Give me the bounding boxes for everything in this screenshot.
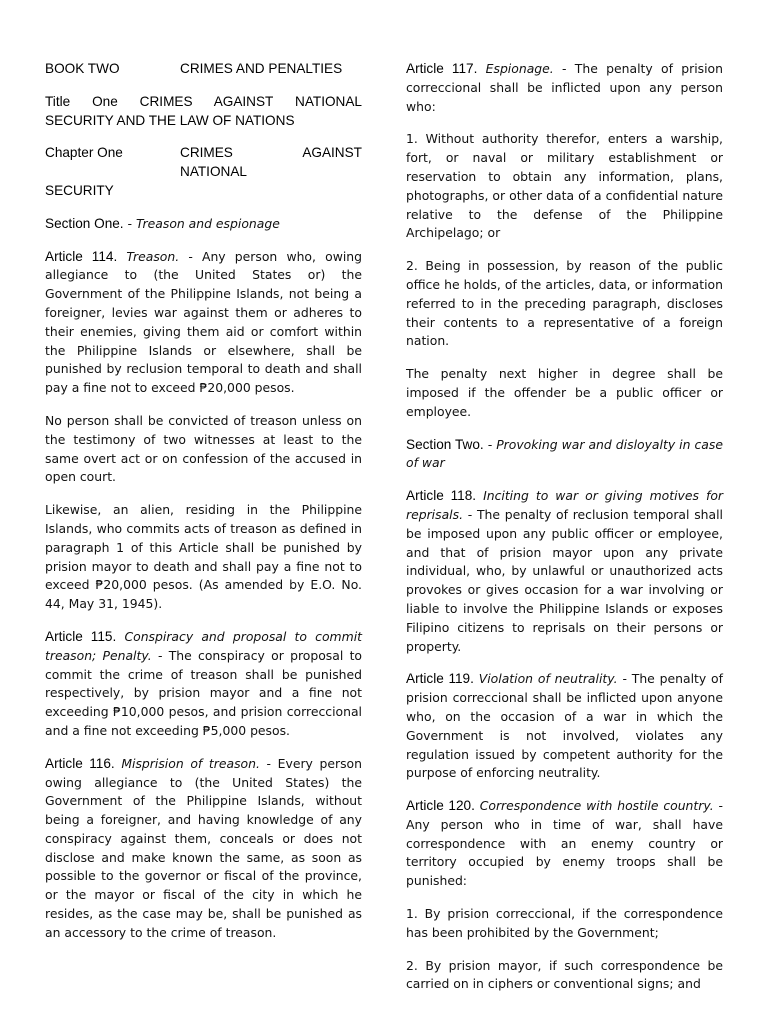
article-120-text: - Any person who in time of war, shall have correspondence with an enemy country or territory occupied by enemy troops shall be punished: [406,798,723,889]
section-one-title: - Treason and espionage [123,215,280,231]
article-117-name: Espionage. [477,61,554,76]
right-column [406,60,723,1008]
article-117-text: - The penalty of prision correccional shall be inflicted upon any person who: [406,61,723,114]
left-column [45,60,362,957]
article-118-text: - The penalty of reclusion temporal shall be imposed upon any public officer or employee, and that of prision mayor upon any private individual, who, by unlawful or unauthorized acts provokes or gives occasion for a war involving or liable to involve the Philippine Islands or exposes Filipino citizens to reprisals on their persons or property. [406,506,723,654]
article-120 [406,797,723,891]
book-title: CRIMES AND PENALTIES [180,61,343,76]
article-115-text: - The conspiracy or proposal to commit the crime of treason shall be punished respectively, by prision mayor and a fine not exceeding ₱10,000 pesos, and prision correccional and a fine not exceeding ₱5,000 pesos. [45,647,363,738]
article-114-label: Article 114. [45,248,118,264]
section-two-title: - Provoking war and disloyalty in case of war [406,436,723,471]
article-114-text: - Any person who, owing allegiance to (the United States or) the Government of the Philippine Islands, not being a foreigner, levies war against them or adheres to their enemies, giving them aid or comfort within the Philippine Islands or elsewhere, shall be punished by reclusion temporal to death and shall pay a fine not to exceed ₱20,000 pesos. [45,248,362,396]
article-116 [45,755,362,943]
chapter-heading [45,144,362,200]
article-115-name: Conspiracy and proposal to commit treason; Penalty. [45,628,363,663]
article-116-text: - Every person owing allegiance to (the United States) the Government of the Philippine Islands, without being a foreigner, and having knowledge of any conspiracy against them, conceals or does not disclose and make known the same, as soon as possible to the governor or fiscal of the province, or the mayor or fiscal of the city in which he resides, as the case may be, shall be punished as an accessory to the crime of treason. [45,755,362,940]
chapter-title: CRIMES AGAINST NATIONAL [180,145,362,180]
article-116-label: Article 116. [45,755,115,771]
chapter-title-line-2: SECURITY [45,182,114,198]
section-two-heading [406,436,723,474]
article-117 [406,60,723,116]
chapter-label: Chapter One [45,145,123,161]
article-114-paragraph-3: Likewise, an alien, residing in the Philippine Islands, who commits acts of treason as defined in paragraph 1 of this Article shall be punished by prision mayor to death and shall pay a fine not to exceed ₱20,000 pesos. (As amended by E.O. No. 44, May 31, 1945). [45,502,362,612]
article-118-name: Inciting to war or giving motives for reprisals. [406,488,723,522]
book-heading [45,60,362,79]
article-116-name: Misprision of treason. [114,755,260,771]
article-114-paragraph-2: No person shall be convicted of treason unless on the testimony of two witnesses at least to the same overt act or on confession of the accused in open court. [45,412,362,485]
article-118-label: Article 118. [406,488,477,504]
title-line-1: Title One CRIMES AGAINST NATIONAL [45,93,362,109]
title-heading [45,93,362,131]
article-114-name: Treason. [117,248,180,264]
article-120-item-1: 1. By prision correccional, if the correspondence has been prohibited by the Government; [406,906,723,940]
section-two-label: Section Two. [406,436,484,452]
article-119-name: Violation of neutrality. [473,671,618,687]
article-119-text: - The penalty of prision correccional shall be inflicted upon anyone who, on the occasion of a war in which the Government is not involved, violates any regulation issued by competent authority for the purpose of enforcing neutrality. [406,671,723,781]
title-line-2: SECURITY AND THE LAW OF NATIONS [45,112,295,128]
article-117-label: Article 117. [406,61,478,76]
article-115 [45,628,362,741]
article-114 [45,248,362,398]
article-115-label: Article 115. [45,628,117,644]
article-119-label: Article 119. [406,671,474,687]
section-one-label: Section One. [45,215,124,231]
article-119 [406,670,723,783]
article-117-item-1: 1. Without authority therefor, enters a warship, fort, or naval or military establishment or reservation to obtain any information, plans, photographs, or other data of a confidential nature relative to the defense of the Philippine Archipelago; or [406,131,723,241]
article-120-item-2: 2. By prision mayor, if such correspondence be carried on in ciphers or conventional signs; and [406,957,723,992]
article-120-label: Article 120. [406,798,475,814]
article-120-name: Correspondence with hostile country. [474,798,714,814]
article-117-item-2: 2. Being in possession, by reason of the public office he holds, of the articles, data, or information referred to in the preceding paragraph, discloses their contents to a representative of a foreign nation. [406,258,723,349]
section-one-heading [45,215,362,234]
article-118 [406,487,723,656]
book-label: BOOK TWO [45,61,120,76]
article-117-paragraph-3: The penalty next higher in degree shall be imposed if the offender be a public officer or employee. [406,366,723,419]
